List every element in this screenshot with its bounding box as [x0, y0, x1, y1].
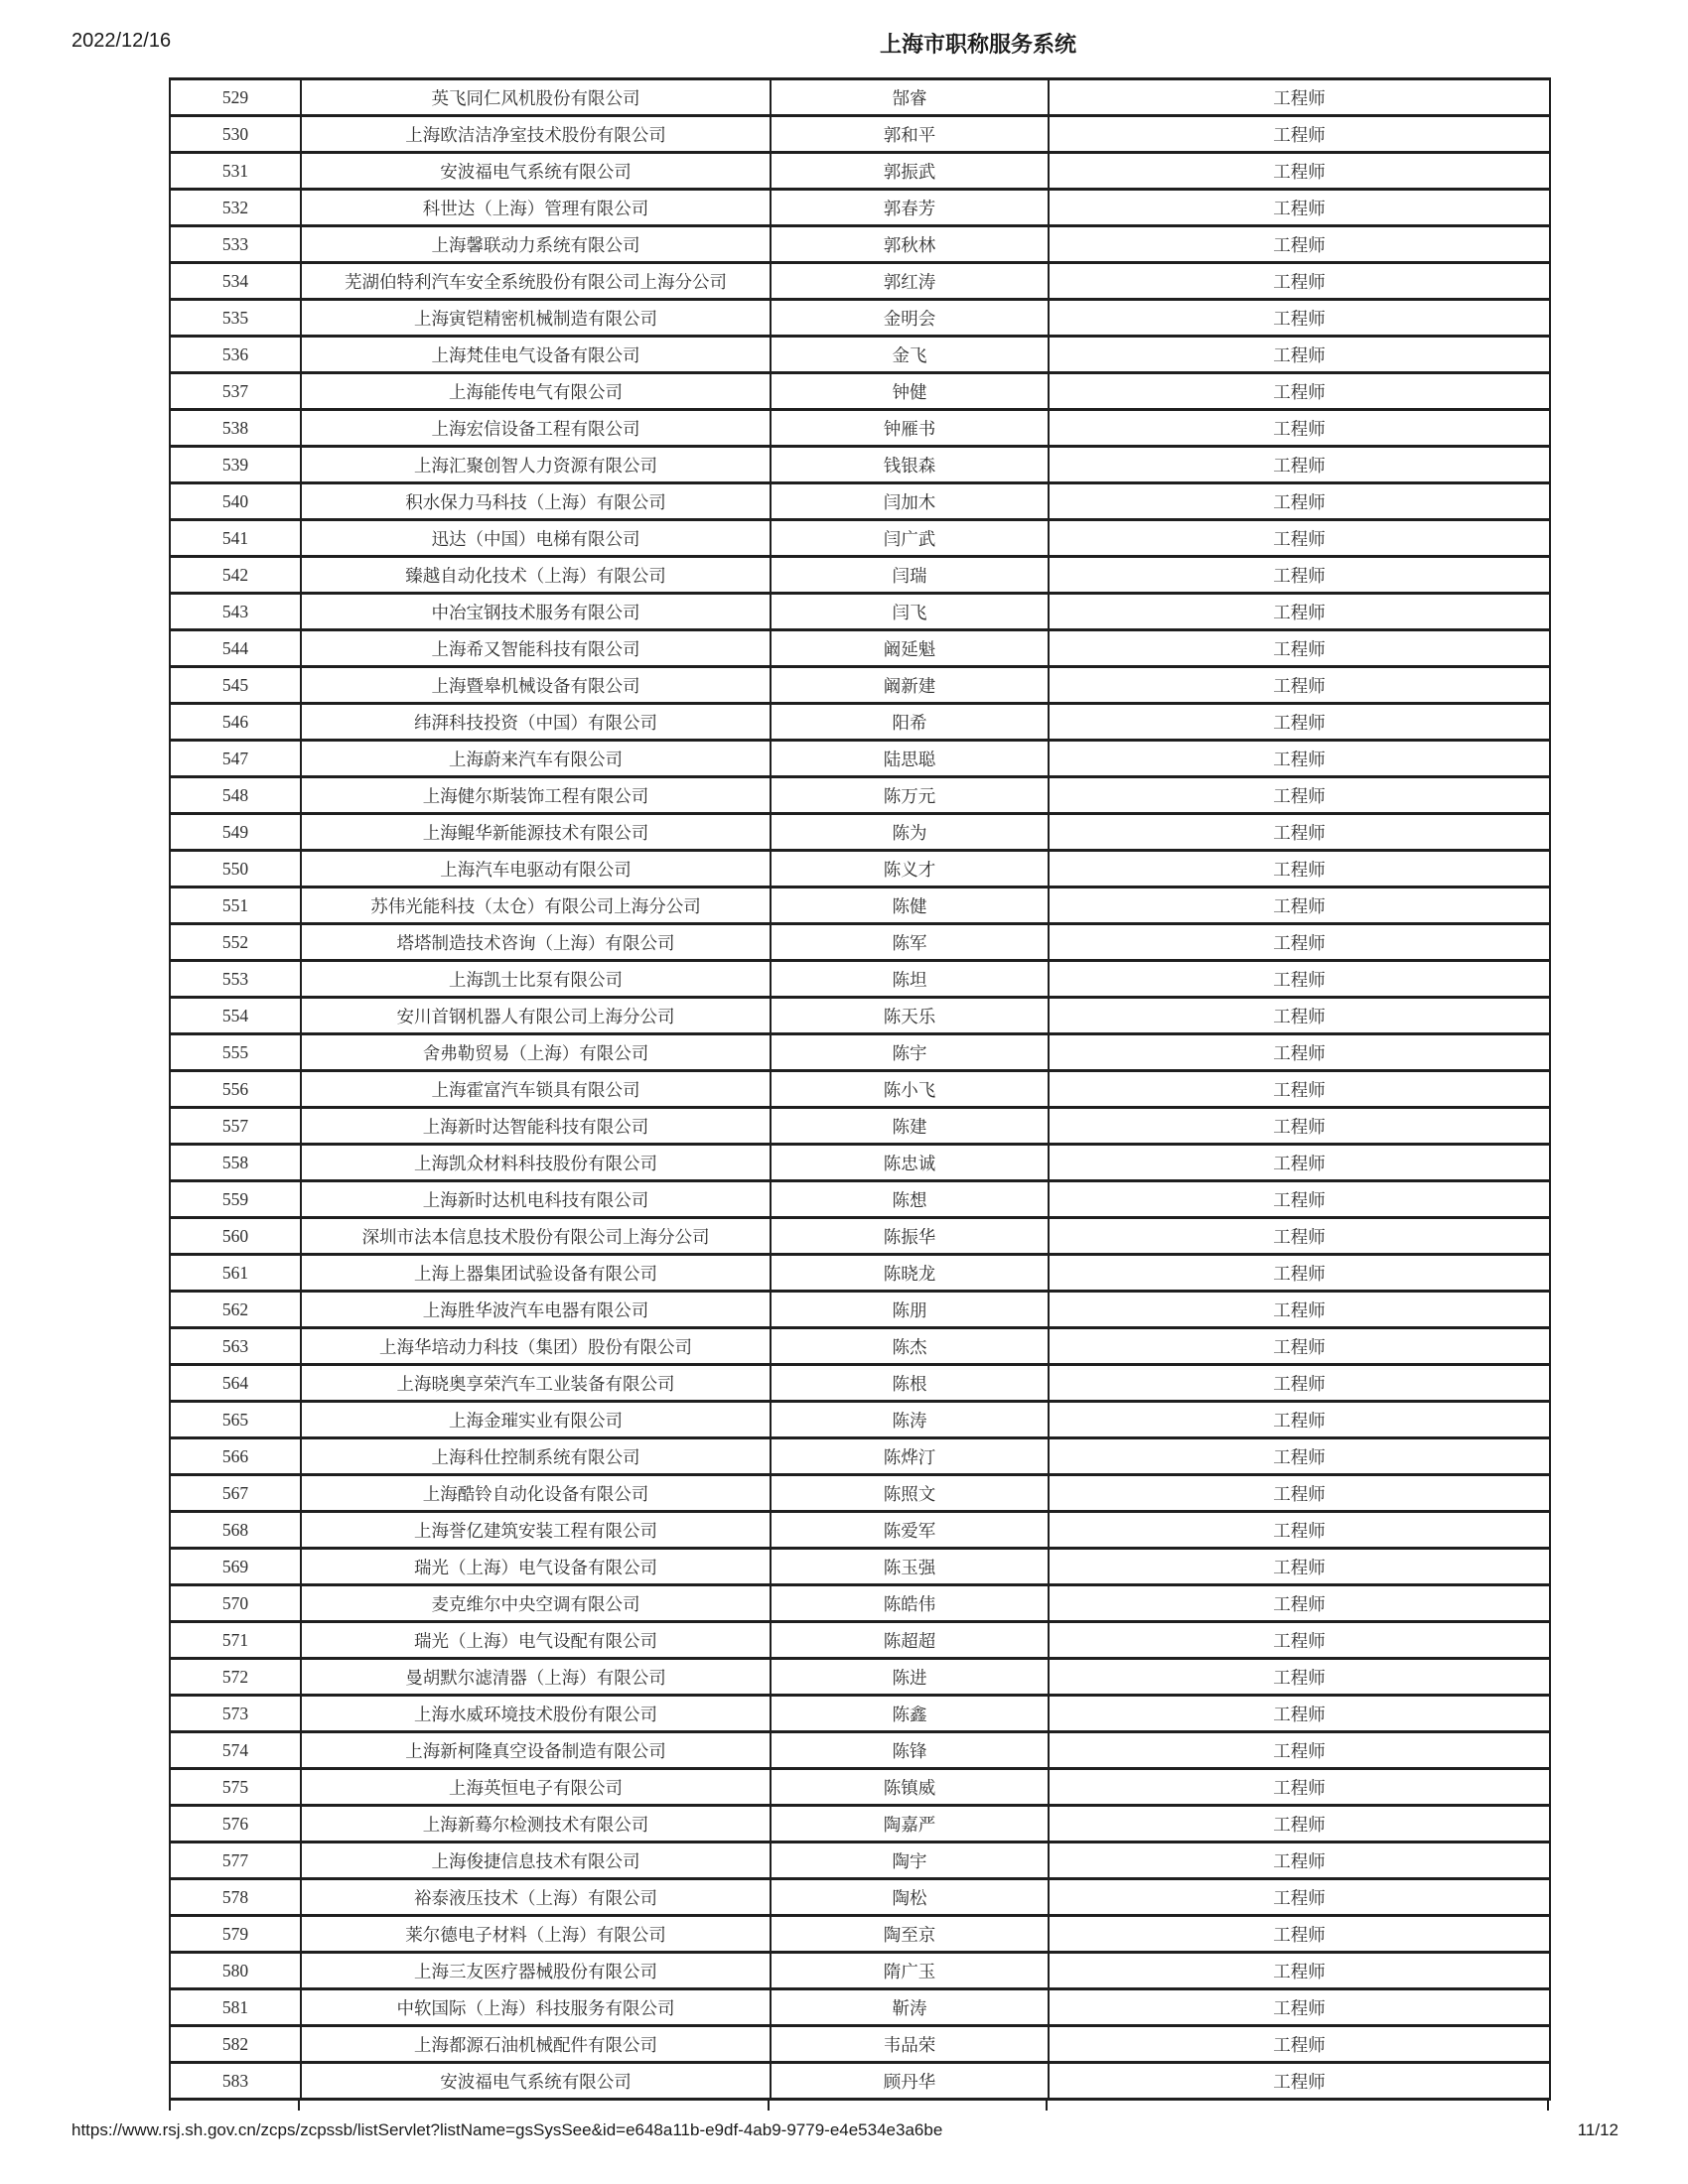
cell-job-title: 工程师 — [1049, 300, 1550, 337]
table-row — [170, 998, 1550, 1034]
cell-company-name: 英飞同仁风机股份有限公司 — [301, 79, 771, 116]
cell-company-name: 芜湖伯特利汽车安全系统股份有限公司上海分公司 — [301, 263, 771, 300]
cell-person-name: 陈根 — [771, 1365, 1049, 1402]
table-cut-stub — [169, 2101, 171, 2111]
cell-person-name: 陈天乐 — [771, 998, 1049, 1034]
cell-job-title: 工程师 — [1049, 410, 1550, 447]
cell-job-title: 工程师 — [1049, 924, 1550, 961]
table-row — [170, 1732, 1550, 1769]
cell-row-number: 539 — [170, 447, 301, 483]
cell-company-name: 上海新时达智能科技有限公司 — [301, 1108, 771, 1145]
cell-job-title: 工程师 — [1049, 1438, 1550, 1475]
table-row — [170, 1402, 1550, 1438]
cell-row-number: 534 — [170, 263, 301, 300]
cell-person-name: 陈镇威 — [771, 1769, 1049, 1806]
cell-row-number: 547 — [170, 741, 301, 777]
cell-job-title: 工程师 — [1049, 630, 1550, 667]
cell-company-name: 中软国际（上海）科技服务有限公司 — [301, 1989, 771, 2026]
cell-company-name: 上海蔚来汽车有限公司 — [301, 741, 771, 777]
cell-job-title: 工程师 — [1049, 1769, 1550, 1806]
cell-person-name: 陈涛 — [771, 1402, 1049, 1438]
table-row — [170, 1585, 1550, 1622]
cell-company-name: 上海誉亿建筑安装工程有限公司 — [301, 1512, 771, 1549]
cell-person-name: 陈烨汀 — [771, 1438, 1049, 1475]
cell-person-name: 陈朋 — [771, 1292, 1049, 1328]
cell-person-name: 郭秋林 — [771, 226, 1049, 263]
cell-person-name: 陈振华 — [771, 1218, 1049, 1255]
cell-row-number: 556 — [170, 1071, 301, 1108]
cell-job-title: 工程师 — [1049, 814, 1550, 851]
cell-company-name: 上海宏信设备工程有限公司 — [301, 410, 771, 447]
cell-person-name: 陆思聪 — [771, 741, 1049, 777]
cell-company-name: 曼胡默尔滤清器（上海）有限公司 — [301, 1659, 771, 1696]
cell-person-name: 靳涛 — [771, 1989, 1049, 2026]
cell-company-name: 上海新柯隆真空设备制造有限公司 — [301, 1732, 771, 1769]
cell-job-title: 工程师 — [1049, 998, 1550, 1034]
cell-person-name: 陈宇 — [771, 1034, 1049, 1071]
cell-row-number: 541 — [170, 520, 301, 557]
cell-company-name: 上海英恒电子有限公司 — [301, 1769, 771, 1806]
cell-job-title: 工程师 — [1049, 1218, 1550, 1255]
cell-company-name: 上海汽车电驱动有限公司 — [301, 851, 771, 887]
cell-job-title: 工程师 — [1049, 263, 1550, 300]
cell-job-title: 工程师 — [1049, 337, 1550, 373]
cell-person-name: 陈忠诚 — [771, 1145, 1049, 1181]
cell-person-name: 阳希 — [771, 704, 1049, 741]
cell-person-name: 金明会 — [771, 300, 1049, 337]
cell-row-number: 562 — [170, 1292, 301, 1328]
cell-company-name: 塔塔制造技术咨询（上海）有限公司 — [301, 924, 771, 961]
table-row — [170, 153, 1550, 190]
cell-person-name: 郜睿 — [771, 79, 1049, 116]
cell-job-title: 工程师 — [1049, 961, 1550, 998]
table-cut-stub — [298, 2101, 300, 2111]
cell-job-title: 工程师 — [1049, 851, 1550, 887]
cell-person-name: 陈为 — [771, 814, 1049, 851]
table-row — [170, 887, 1550, 924]
table-row — [170, 1365, 1550, 1402]
cell-person-name: 顾丹华 — [771, 2063, 1049, 2100]
cell-person-name: 陈锋 — [771, 1732, 1049, 1769]
table-row — [170, 1181, 1550, 1218]
cell-row-number: 568 — [170, 1512, 301, 1549]
title-list-table — [169, 77, 1551, 2101]
table-row — [170, 1071, 1550, 1108]
table-cut-stub — [1547, 2101, 1549, 2111]
cell-company-name: 上海胜华波汽车电器有限公司 — [301, 1292, 771, 1328]
cell-person-name: 陈鑫 — [771, 1696, 1049, 1732]
cell-job-title: 工程师 — [1049, 667, 1550, 704]
cell-job-title: 工程师 — [1049, 557, 1550, 594]
cell-person-name: 陈想 — [771, 1181, 1049, 1218]
cell-person-name: 陶宇 — [771, 1843, 1049, 1879]
cell-person-name: 陈义才 — [771, 851, 1049, 887]
cell-row-number: 561 — [170, 1255, 301, 1292]
cell-company-name: 舍弗勒贸易（上海）有限公司 — [301, 1034, 771, 1071]
cell-company-name: 上海新蓦尔检测技术有限公司 — [301, 1806, 771, 1843]
cell-company-name: 积水保力马科技（上海）有限公司 — [301, 483, 771, 520]
page-number: 11/12 — [1577, 2120, 1618, 2139]
cell-person-name: 陶松 — [771, 1879, 1049, 1916]
cell-job-title: 工程师 — [1049, 1181, 1550, 1218]
table-row — [170, 1622, 1550, 1659]
cell-row-number: 536 — [170, 337, 301, 373]
cell-job-title: 工程师 — [1049, 704, 1550, 741]
cell-job-title: 工程师 — [1049, 190, 1550, 226]
print-date: 2022/12/16 — [71, 30, 172, 52]
table-row — [170, 777, 1550, 814]
table-row — [170, 667, 1550, 704]
cell-job-title: 工程师 — [1049, 520, 1550, 557]
cell-row-number: 573 — [170, 1696, 301, 1732]
cell-company-name: 上海寅铠精密机械制造有限公司 — [301, 300, 771, 337]
cell-job-title: 工程师 — [1049, 1659, 1550, 1696]
cell-person-name: 闫广武 — [771, 520, 1049, 557]
cell-person-name: 钟雁书 — [771, 410, 1049, 447]
table-row — [170, 79, 1550, 116]
cell-company-name: 上海晓奥享荣汽车工业装备有限公司 — [301, 1365, 771, 1402]
cell-company-name: 上海健尔斯装饰工程有限公司 — [301, 777, 771, 814]
cell-job-title: 工程师 — [1049, 1071, 1550, 1108]
table-row — [170, 300, 1550, 337]
cell-person-name: 阚延魁 — [771, 630, 1049, 667]
cell-person-name: 韦品荣 — [771, 2026, 1049, 2063]
cell-company-name: 上海金璀实业有限公司 — [301, 1402, 771, 1438]
table-row — [170, 1145, 1550, 1181]
cell-row-number: 537 — [170, 373, 301, 410]
cell-person-name: 陈健 — [771, 887, 1049, 924]
table-row — [170, 1438, 1550, 1475]
cell-row-number: 545 — [170, 667, 301, 704]
cell-company-name: 苏伟光能科技（太仓）有限公司上海分公司 — [301, 887, 771, 924]
cell-person-name: 陈杰 — [771, 1328, 1049, 1365]
table-row — [170, 190, 1550, 226]
cell-job-title: 工程师 — [1049, 1879, 1550, 1916]
cell-row-number: 544 — [170, 630, 301, 667]
cell-row-number: 549 — [170, 814, 301, 851]
table-row — [170, 1843, 1550, 1879]
cell-person-name: 陶嘉严 — [771, 1806, 1049, 1843]
cell-row-number: 555 — [170, 1034, 301, 1071]
cell-person-name: 陈万元 — [771, 777, 1049, 814]
table-row — [170, 2063, 1550, 2100]
table-row — [170, 1475, 1550, 1512]
cell-row-number: 583 — [170, 2063, 301, 2100]
cell-company-name: 臻越自动化技术（上海）有限公司 — [301, 557, 771, 594]
table-cut-stub — [768, 2101, 770, 2111]
table-row — [170, 1218, 1550, 1255]
cell-job-title: 工程师 — [1049, 1145, 1550, 1181]
cell-company-name: 瑞光（上海）电气设配有限公司 — [301, 1622, 771, 1659]
cell-row-number: 552 — [170, 924, 301, 961]
cell-job-title: 工程师 — [1049, 1953, 1550, 1989]
table-row — [170, 1916, 1550, 1953]
table-row — [170, 447, 1550, 483]
cell-job-title: 工程师 — [1049, 1255, 1550, 1292]
cell-company-name: 上海汇聚创智人力资源有限公司 — [301, 447, 771, 483]
cell-company-name: 安波福电气系统有限公司 — [301, 153, 771, 190]
cell-job-title: 工程师 — [1049, 1402, 1550, 1438]
cell-company-name: 上海都源石油机械配件有限公司 — [301, 2026, 771, 2063]
cell-person-name: 隋广玉 — [771, 1953, 1049, 1989]
table-row — [170, 1696, 1550, 1732]
table-row — [170, 1328, 1550, 1365]
table-row — [170, 1769, 1550, 1806]
cell-person-name: 郭和平 — [771, 116, 1049, 153]
cell-company-name: 麦克维尔中央空调有限公司 — [301, 1585, 771, 1622]
cell-job-title: 工程师 — [1049, 777, 1550, 814]
cell-company-name: 上海三友医疗器械股份有限公司 — [301, 1953, 771, 1989]
table-row — [170, 961, 1550, 998]
cell-person-name: 陈进 — [771, 1659, 1049, 1696]
cell-job-title: 工程师 — [1049, 594, 1550, 630]
cell-company-name: 上海梵佳电气设备有限公司 — [301, 337, 771, 373]
table-row — [170, 226, 1550, 263]
cell-person-name: 陈玉强 — [771, 1549, 1049, 1585]
cell-person-name: 陶至京 — [771, 1916, 1049, 1953]
cell-row-number: 571 — [170, 1622, 301, 1659]
cell-row-number: 546 — [170, 704, 301, 741]
table-row — [170, 1512, 1550, 1549]
table-row — [170, 741, 1550, 777]
cell-row-number: 538 — [170, 410, 301, 447]
table-row — [170, 1034, 1550, 1071]
cell-person-name: 钟健 — [771, 373, 1049, 410]
cell-person-name: 闫飞 — [771, 594, 1049, 630]
table-row — [170, 337, 1550, 373]
table-row — [170, 814, 1550, 851]
cell-row-number: 560 — [170, 1218, 301, 1255]
cell-row-number: 543 — [170, 594, 301, 630]
cell-job-title: 工程师 — [1049, 1549, 1550, 1585]
cell-company-name: 深圳市法本信息技术股份有限公司上海分公司 — [301, 1218, 771, 1255]
cell-company-name: 上海馨联动力系统有限公司 — [301, 226, 771, 263]
cell-company-name: 上海暨皋机械设备有限公司 — [301, 667, 771, 704]
cell-job-title: 工程师 — [1049, 2026, 1550, 2063]
cell-company-name: 安波福电气系统有限公司 — [301, 2063, 771, 2100]
cell-company-name: 安川首钢机器人有限公司上海分公司 — [301, 998, 771, 1034]
table-row — [170, 1806, 1550, 1843]
cell-row-number: 580 — [170, 1953, 301, 1989]
cell-person-name: 钱银森 — [771, 447, 1049, 483]
table-row — [170, 520, 1550, 557]
table-row — [170, 1292, 1550, 1328]
cell-company-name: 上海能传电气有限公司 — [301, 373, 771, 410]
table-row — [170, 116, 1550, 153]
cell-job-title: 工程师 — [1049, 1806, 1550, 1843]
table-row — [170, 2026, 1550, 2063]
cell-person-name: 陈照文 — [771, 1475, 1049, 1512]
table-cut-stub — [1046, 2101, 1048, 2111]
table-row — [170, 263, 1550, 300]
table-row — [170, 1953, 1550, 1989]
cell-company-name: 纬湃科技投资（中国）有限公司 — [301, 704, 771, 741]
cell-row-number: 566 — [170, 1438, 301, 1475]
cell-person-name: 陈建 — [771, 1108, 1049, 1145]
cell-company-name: 上海凯众材料科技股份有限公司 — [301, 1145, 771, 1181]
cell-row-number: 575 — [170, 1769, 301, 1806]
cell-job-title: 工程师 — [1049, 741, 1550, 777]
cell-company-name: 迅达（中国）电梯有限公司 — [301, 520, 771, 557]
cell-row-number: 553 — [170, 961, 301, 998]
cell-company-name: 上海华培动力科技（集团）股份有限公司 — [301, 1328, 771, 1365]
cell-row-number: 572 — [170, 1659, 301, 1696]
cell-row-number: 551 — [170, 887, 301, 924]
cell-job-title: 工程师 — [1049, 1292, 1550, 1328]
cell-person-name: 陈爱军 — [771, 1512, 1049, 1549]
cell-row-number: 570 — [170, 1585, 301, 1622]
table-row — [170, 1108, 1550, 1145]
cell-person-name: 陈军 — [771, 924, 1049, 961]
cell-job-title: 工程师 — [1049, 1622, 1550, 1659]
cell-row-number: 558 — [170, 1145, 301, 1181]
cell-job-title: 工程师 — [1049, 887, 1550, 924]
cell-company-name: 上海霍富汽车锁具有限公司 — [301, 1071, 771, 1108]
cell-person-name: 金飞 — [771, 337, 1049, 373]
cell-row-number: 559 — [170, 1181, 301, 1218]
cell-company-name: 上海新时达机电科技有限公司 — [301, 1181, 771, 1218]
cell-row-number: 529 — [170, 79, 301, 116]
table-body — [170, 79, 1550, 2100]
cell-person-name: 陈小飞 — [771, 1071, 1049, 1108]
cell-row-number: 574 — [170, 1732, 301, 1769]
cell-company-name: 上海欧洁洁净室技术股份有限公司 — [301, 116, 771, 153]
cell-job-title: 工程师 — [1049, 1512, 1550, 1549]
table-row — [170, 594, 1550, 630]
cell-company-name: 上海希又智能科技有限公司 — [301, 630, 771, 667]
cell-row-number: 554 — [170, 998, 301, 1034]
cell-job-title: 工程师 — [1049, 1916, 1550, 1953]
cell-job-title: 工程师 — [1049, 79, 1550, 116]
cell-person-name: 阚新建 — [771, 667, 1049, 704]
cell-job-title: 工程师 — [1049, 226, 1550, 263]
cell-job-title: 工程师 — [1049, 1475, 1550, 1512]
table-row — [170, 557, 1550, 594]
cell-person-name: 陈晓龙 — [771, 1255, 1049, 1292]
table-row — [170, 851, 1550, 887]
cell-row-number: 563 — [170, 1328, 301, 1365]
table-row — [170, 630, 1550, 667]
cell-person-name: 陈坦 — [771, 961, 1049, 998]
cell-row-number: 557 — [170, 1108, 301, 1145]
cell-row-number: 565 — [170, 1402, 301, 1438]
cell-job-title: 工程师 — [1049, 1034, 1550, 1071]
cell-job-title: 工程师 — [1049, 153, 1550, 190]
cell-row-number: 582 — [170, 2026, 301, 2063]
footer-url: https://www.rsj.sh.gov.cn/zcps/zcpssb/listServlet?listName=gsSysSee&id=e648a11b-e9df-4ab9-9779-e4e534e3a6be — [71, 2120, 943, 2139]
cell-person-name: 郭红涛 — [771, 263, 1049, 300]
cell-company-name: 上海科仕控制系统有限公司 — [301, 1438, 771, 1475]
cell-company-name: 莱尔德电子材料（上海）有限公司 — [301, 1916, 771, 1953]
cell-company-name: 科世达（上海）管理有限公司 — [301, 190, 771, 226]
table-row — [170, 1549, 1550, 1585]
cell-job-title: 工程师 — [1049, 1843, 1550, 1879]
table-row — [170, 924, 1550, 961]
table-row — [170, 410, 1550, 447]
cell-person-name: 陈超超 — [771, 1622, 1049, 1659]
cell-job-title: 工程师 — [1049, 116, 1550, 153]
cell-person-name: 郭振武 — [771, 153, 1049, 190]
cell-row-number: 533 — [170, 226, 301, 263]
table-row — [170, 704, 1550, 741]
cell-row-number: 577 — [170, 1843, 301, 1879]
table-row — [170, 1659, 1550, 1696]
cell-job-title: 工程师 — [1049, 1108, 1550, 1145]
cell-job-title: 工程师 — [1049, 2063, 1550, 2100]
cell-row-number: 578 — [170, 1879, 301, 1916]
cell-company-name: 上海俊捷信息技术有限公司 — [301, 1843, 771, 1879]
cell-row-number: 567 — [170, 1475, 301, 1512]
cell-person-name: 闫瑞 — [771, 557, 1049, 594]
cell-row-number: 535 — [170, 300, 301, 337]
table-row — [170, 483, 1550, 520]
cell-person-name: 闫加木 — [771, 483, 1049, 520]
cell-company-name: 上海鲲华新能源技术有限公司 — [301, 814, 771, 851]
cell-company-name: 中冶宝钢技术服务有限公司 — [301, 594, 771, 630]
cell-company-name: 裕泰液压技术（上海）有限公司 — [301, 1879, 771, 1916]
cell-company-name: 上海凯士比泵有限公司 — [301, 961, 771, 998]
cell-row-number: 531 — [170, 153, 301, 190]
cell-row-number: 576 — [170, 1806, 301, 1843]
table-row — [170, 373, 1550, 410]
cell-job-title: 工程师 — [1049, 1696, 1550, 1732]
cell-company-name: 上海水威环境技术股份有限公司 — [301, 1696, 771, 1732]
cell-company-name: 上海上器集团试验设备有限公司 — [301, 1255, 771, 1292]
cell-job-title: 工程师 — [1049, 1989, 1550, 2026]
cell-row-number: 579 — [170, 1916, 301, 1953]
cell-row-number: 548 — [170, 777, 301, 814]
table-row — [170, 1879, 1550, 1916]
page-title: 上海市职称服务系统 — [879, 32, 1077, 57]
cell-job-title: 工程师 — [1049, 447, 1550, 483]
table-row — [170, 1989, 1550, 2026]
cell-company-name: 瑞光（上海）电气设备有限公司 — [301, 1549, 771, 1585]
cell-job-title: 工程师 — [1049, 373, 1550, 410]
cell-row-number: 532 — [170, 190, 301, 226]
cell-job-title: 工程师 — [1049, 1328, 1550, 1365]
cell-job-title: 工程师 — [1049, 1585, 1550, 1622]
cell-job-title: 工程师 — [1049, 1365, 1550, 1402]
cell-row-number: 542 — [170, 557, 301, 594]
cell-row-number: 569 — [170, 1549, 301, 1585]
cell-company-name: 上海酷铃自动化设备有限公司 — [301, 1475, 771, 1512]
cell-person-name: 郭春芳 — [771, 190, 1049, 226]
cell-row-number: 550 — [170, 851, 301, 887]
cell-row-number: 530 — [170, 116, 301, 153]
cell-job-title: 工程师 — [1049, 1732, 1550, 1769]
cell-row-number: 540 — [170, 483, 301, 520]
table-row — [170, 1255, 1550, 1292]
cell-person-name: 陈皓伟 — [771, 1585, 1049, 1622]
cell-job-title: 工程师 — [1049, 483, 1550, 520]
cell-row-number: 564 — [170, 1365, 301, 1402]
cell-row-number: 581 — [170, 1989, 301, 2026]
